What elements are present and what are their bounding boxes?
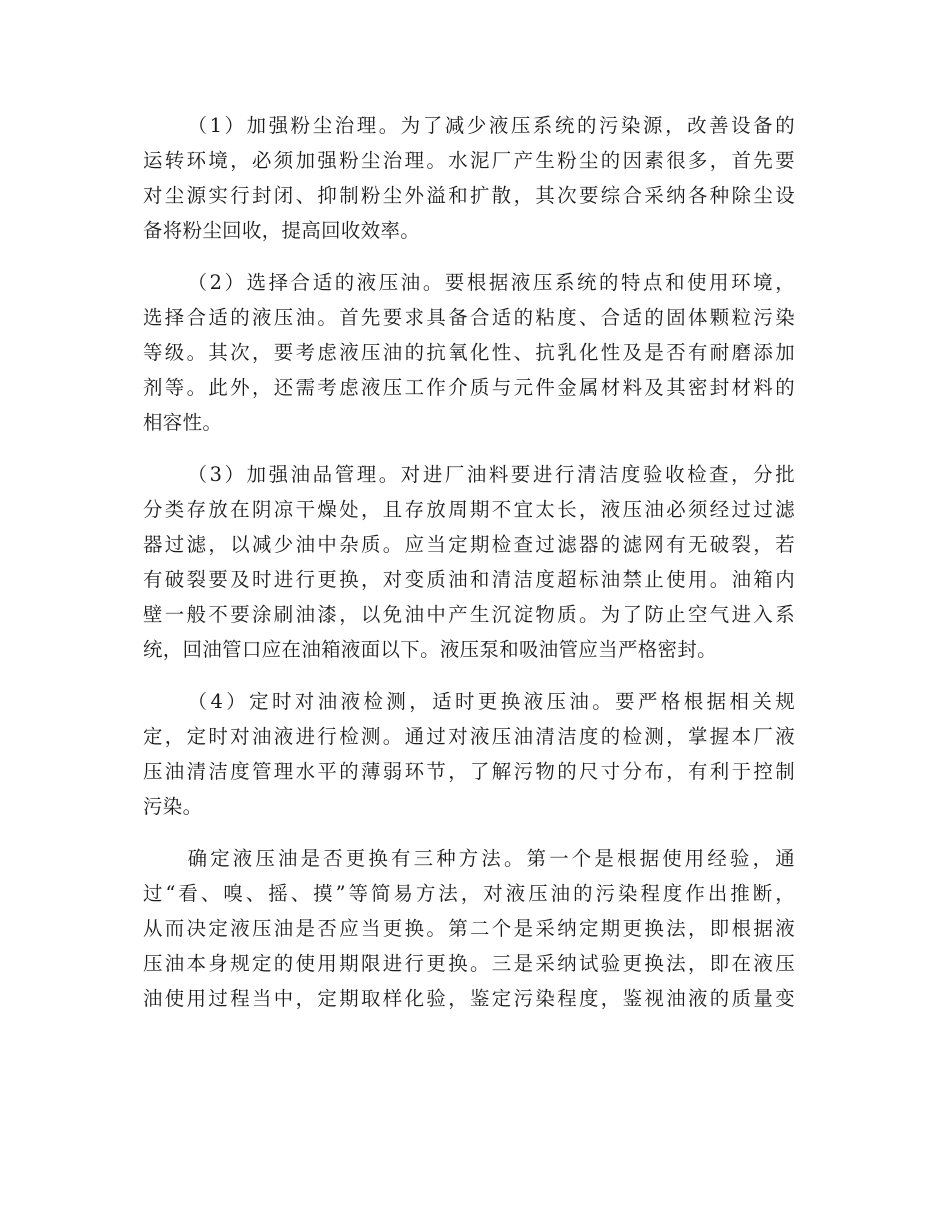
text-line: 压油本身规定的使用期限进行更换。三是采纳试验更换法，即在液压	[143, 952, 795, 975]
text-line: 壁一般不要涂刷油漆，以免油中产生沉淀物质。为了防止空气进入系	[143, 603, 795, 626]
text-line: 剂等。此外，还需考虑液压工作介质与元件金属材料及其密封材料的	[143, 376, 795, 399]
text-line: 对尘源实行封闭、抑制粉尘外溢和扩散，其次要综合采纳各种除尘设	[143, 184, 795, 207]
text-line: （4）定时对油液检测，适时更换液压油。要严格根据相关规	[187, 690, 795, 713]
paragraph-dust-control	[143, 108, 795, 248]
text-line: 选择合适的液压油。首先要求具备合适的粘度、合适的固体颗粒污染	[143, 306, 795, 329]
text-line: 分类存放在阴凉干燥处，且存放周期不宜太长，液压油必须经过过滤	[143, 498, 795, 521]
text-line: 备将粉尘回收，提高回收效率。	[143, 219, 421, 242]
text-line: 器过滤，以减少油中杂质。应当定期检查过滤器的滤网有无破裂，若	[143, 533, 795, 556]
paragraph-oil-replacement-methods	[143, 841, 795, 1016]
text-line: （3）加强油品管理。对进厂油料要进行清洁度验收检查，分批	[187, 463, 795, 486]
text-line: 相容性。	[143, 411, 223, 434]
text-line: （2）选择合适的液压油。要根据液压系统的特点和使用环境，	[187, 271, 795, 294]
paragraph-oil-management	[143, 457, 795, 667]
text-line: 压油清洁度管理水平的薄弱环节，了解污物的尺寸分布，有利于控制	[143, 760, 795, 783]
text-line: 有破裂要及时进行更换，对变质油和清洁度超标油禁止使用。油箱内	[143, 568, 795, 591]
text-line: 油使用过程当中，定期取样化验，鉴定污染程度，鉴视油液的质量变	[143, 987, 795, 1010]
text-line: 运转环境，必须加强粉尘治理。水泥厂产生粉尘的因素很多，首先要	[143, 149, 795, 172]
text-line: 确定液压油是否更换有三种方法。第一个是根据使用经验，通	[187, 847, 795, 870]
text-line: 定，定时对油液进行检测。通过对液压油清洁度的检测，掌握本厂液	[143, 725, 795, 748]
text-line: （1）加强粉尘治理。为了减少液压系统的污染源，改善设备的	[187, 114, 795, 137]
text-line: 等级。其次，要考虑液压油的抗氧化性、抗乳化性及是否有耐磨添加	[143, 341, 795, 364]
text-line: 过“看、嗅、摇、摸”等简易方法，对液压油的污染程度作出推断，	[143, 882, 795, 905]
text-line: 统，回油管口应在油箱液面以下。液压泵和吸油管应当严格密封。	[143, 638, 717, 661]
paragraph-hydraulic-oil-selection	[143, 265, 795, 440]
paragraph-oil-testing	[143, 684, 795, 824]
text-line: 从而决定液压油是否应当更换。第二个是采纳定期更换法，即根据液	[143, 917, 795, 940]
document-body	[143, 108, 795, 1016]
text-line: 污染。	[143, 795, 203, 818]
